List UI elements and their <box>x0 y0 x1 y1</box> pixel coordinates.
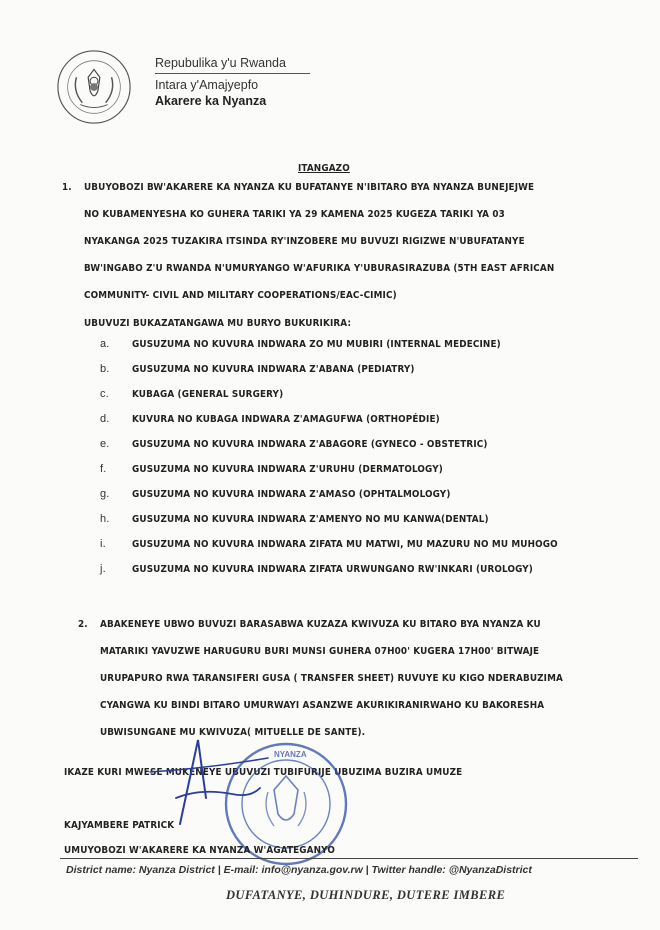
district-name: Akarere ka Nyanza <box>155 94 267 108</box>
letterhead <box>55 40 355 130</box>
list-text: KUBAGA (GENERAL SURGERY) <box>132 389 284 400</box>
list-item <box>100 463 443 475</box>
paragraph-line: NYAKANGA 2025 TUZAKIRA ITSINDA RY'INZOBERE MU BUVUZI RIGIZWE N'UBUFATANYE <box>84 236 525 247</box>
list-letter: a. <box>100 338 110 350</box>
list-item <box>100 413 440 425</box>
closing-line: IKAZE KURI MWESE MUKENEYE UBUVUZI TUBIFURIJE UBUZIMA BUZIRA UMUZE <box>64 767 463 778</box>
footer-contact: District name: Nyanza District | E-mail: info@nyanza.gov.rw | Twitter handle: @NyanzaDistrict <box>66 864 532 876</box>
list-item <box>100 338 501 350</box>
list-item <box>100 563 533 575</box>
paragraph-line: NO KUBAMENYESHA KO GUHERA TARIKI YA 29 KAMENA 2025 KUGEZA TARIKI YA 03 <box>84 209 505 220</box>
list-letter: d. <box>100 413 110 425</box>
paragraph-line: URUPAPURO RWA TARANSIFERI GUSA ( TRANSFER SHEET) RUVUYE KU KIGO NDERABUZIMA <box>100 673 563 684</box>
district-motto: DUFATANYE, DUHINDURE, DUTERE IMBERE <box>226 888 506 902</box>
list-text: GUSUZUMA NO KUVURA INDWARA ZO MU MUBIRI (INTERNAL MEDECINE) <box>132 339 501 350</box>
list-letter: h. <box>100 513 110 525</box>
list-letter: f. <box>100 463 107 475</box>
signer-name: KAJYAMBERE PATRICK <box>64 820 175 831</box>
services-intro: UBUVUZI BUKAZATANGAWA MU BURYO BUKURIKIRA: <box>84 318 352 329</box>
list-text: GUSUZUMA NO KUVURA INDWARA Z'AMASO (OPHTALMOLOGY) <box>132 489 451 500</box>
paragraph-line: BW'INGABO Z'U RWANDA N'UMURYANGO W'AFURIKA Y'UBURASIRAZUBA (5TH EAST AFRICAN <box>84 263 555 274</box>
republic-name: Repubulika y'u Rwanda <box>155 56 310 74</box>
list-text: KUVURA NO KUBAGA INDWARA Z'AMAGUFWA (ORTHOPÉDIE) <box>132 414 440 425</box>
stamp-text: NYANZA <box>274 750 307 759</box>
list-item <box>100 388 283 400</box>
list-letter: j. <box>100 563 106 575</box>
list-item <box>100 363 415 375</box>
province-name: Intara y'Amajyepfo <box>155 78 259 92</box>
rwanda-coat-of-arms-icon <box>55 48 133 126</box>
paragraph-line: MATARIKI YAVUZWE HARUGURU BURI MUNSI GUHERA 07H00' KUGERA 17H00' BITWAJE <box>100 646 540 657</box>
list-text: GUSUZUMA NO KUVURA INDWARA ZIFATA MU MATWI, MU MAZURU NO MU MUHOGO <box>132 539 558 550</box>
list-text: GUSUZUMA NO KUVURA INDWARA Z'URUHU (DERMATOLOGY) <box>132 464 443 475</box>
list-text: GUSUZUMA NO KUVURA INDWARA Z'ABAGORE (GYNECO - OBSTETRIC) <box>132 439 488 450</box>
list-text: GUSUZUMA NO KUVURA INDWARA ZIFATA URWUNGANO RW'INKARI (UROLOGY) <box>132 564 533 575</box>
paragraph-line: CYANGWA KU BINDI BITARO UMURWAYI ASANZWE AKURIKIRANIRWAHO KU BAKORESHA <box>100 700 545 711</box>
list-letter: b. <box>100 363 110 375</box>
signer-title: UMUYOBOZI W'AKARERE KA NYANZA W'AGATEGANYO <box>64 845 335 856</box>
paragraph-number: 1. <box>62 182 72 193</box>
paragraph-line: COMMUNITY- CIVIL AND MILITARY COOPERATIONS/EAC-CIMIC) <box>84 290 397 301</box>
list-text: GUSUZUMA NO KUVURA INDWARA Z'ABANA (PEDIATRY) <box>132 364 415 375</box>
paragraph-line: UBUYOBOZI BW'AKARERE KA NYANZA KU BUFATANYE N'IBITARO BYA NYANZA BUNEJEJWE <box>84 182 535 193</box>
paragraph-number: 2. <box>78 619 88 630</box>
list-item <box>100 513 489 525</box>
list-item <box>100 438 488 450</box>
announcement-title: ITANGAZO <box>298 163 350 174</box>
list-item <box>100 538 558 550</box>
paragraph-line: UBWISUNGANE MU KWIVUZA( MITUELLE DE SANTE). <box>100 727 366 738</box>
list-item <box>100 488 451 500</box>
list-letter: c. <box>100 388 109 400</box>
list-letter: g. <box>100 488 110 500</box>
footer-divider <box>60 858 638 859</box>
list-letter: e. <box>100 438 110 450</box>
paragraph-line: ABAKENEYE UBWO BUVUZI BARASABWA KUZAZA KWIVUZA KU BITARO BYA NYANZA KU <box>100 619 541 630</box>
list-letter: i. <box>100 538 106 550</box>
list-text: GUSUZUMA NO KUVURA INDWARA Z'AMENYO NO MU KANWA(DENTAL) <box>132 514 489 525</box>
